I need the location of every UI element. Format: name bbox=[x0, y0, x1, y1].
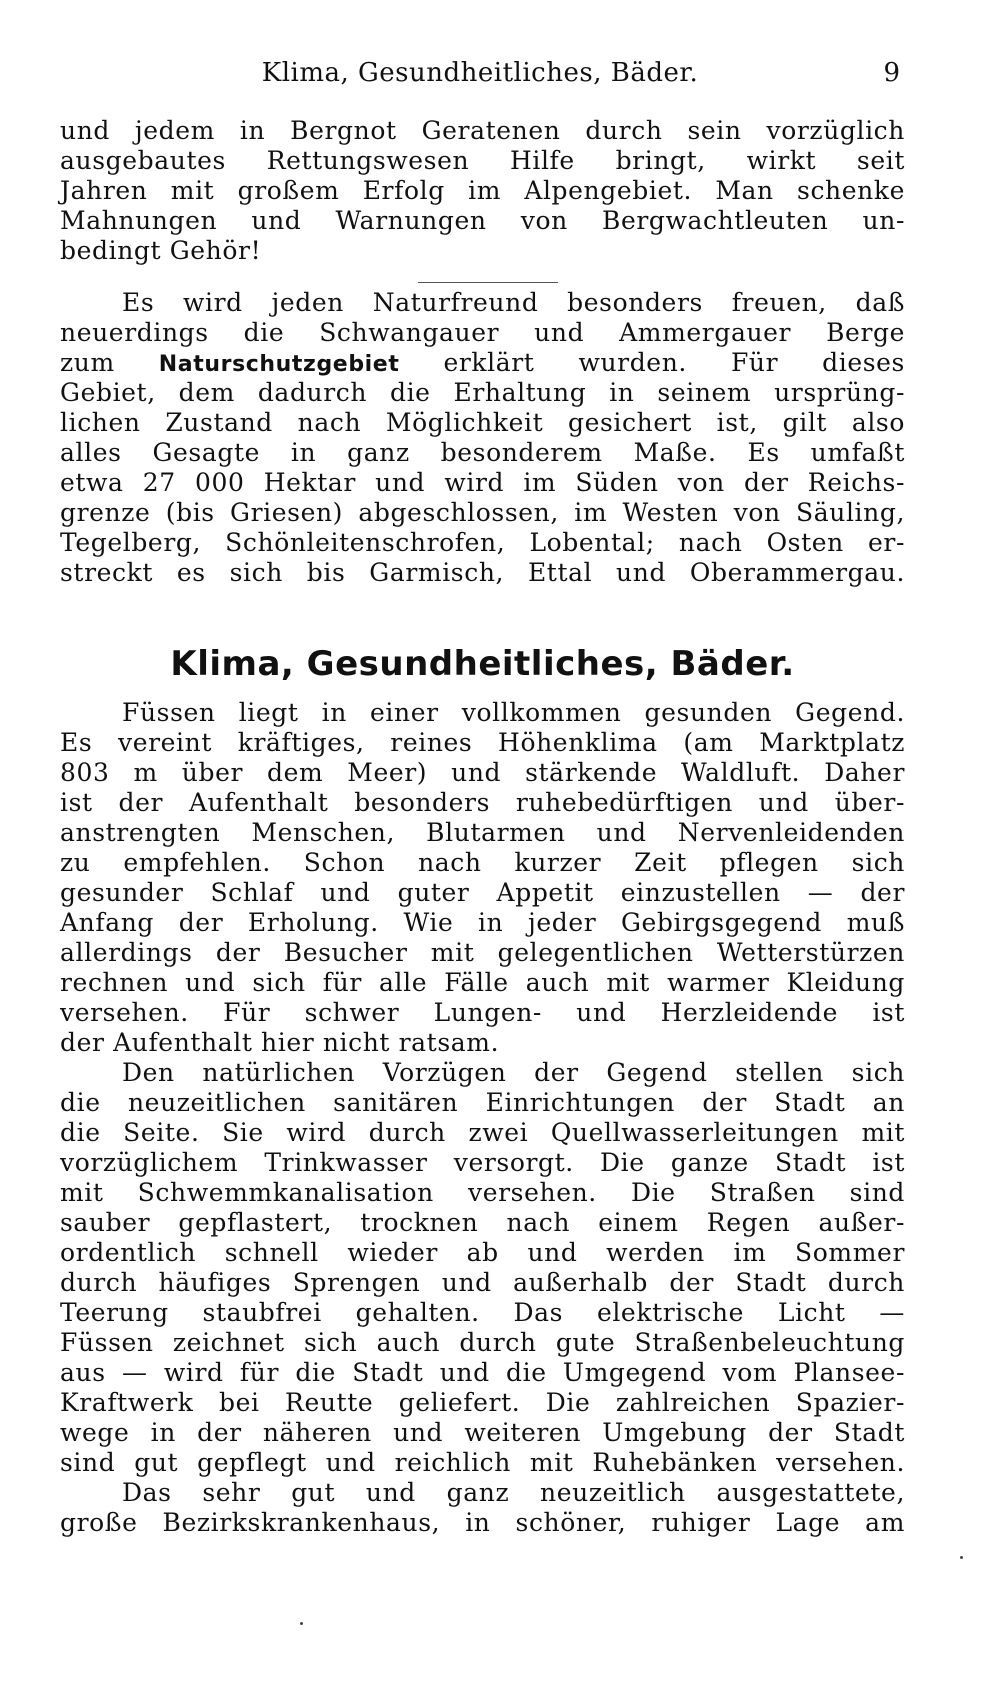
text-line: die neuzeitlichen sanitären Einrichtungen der Stadt an bbox=[60, 1088, 905, 1117]
paragraph-bergwacht bbox=[60, 116, 905, 266]
text-line: ordentlich schnell wieder ab und werden im Sommer bbox=[60, 1238, 905, 1267]
text-line: neuerdings die Schwangauer und Ammergauer Berge bbox=[60, 318, 905, 347]
text-line: Es wird jeden Naturfreund besonders freuen, daß bbox=[122, 288, 905, 317]
text-line: durch häufiges Sprengen und außerhalb der Stadt durch bbox=[60, 1268, 905, 1297]
text-line: alles Gesagte in ganz besonderem Maße. Es umfaßt bbox=[60, 438, 905, 467]
text-line: große Bezirkskrankenhaus, in schöner, ruhiger Lage am bbox=[60, 1508, 905, 1537]
text-line: rechnen und sich für alle Fälle auch mit warmer Kleidung bbox=[60, 968, 905, 997]
text-line: Kraftwerk bei Reutte geliefert. Die zahlreichen Spazier- bbox=[60, 1388, 905, 1417]
text-line: Mahnungen und Warnungen von Bergwachtleuten un- bbox=[60, 206, 905, 235]
text-line: aus — wird für die Stadt und die Umgegend vom Plansee- bbox=[60, 1358, 905, 1387]
text-line: versehen. Für schwer Lungen- und Herzleidende ist bbox=[60, 998, 905, 1027]
text-line: Tegelberg, Schönleitenschrofen, Lobental; nach Osten er- bbox=[60, 528, 905, 557]
text-line: ist der Aufenthalt besonders ruhebedürftigen und über- bbox=[60, 788, 905, 817]
section-heading: Klima, Gesundheitliches, Bäder. bbox=[170, 644, 795, 684]
paragraph-sanitaer bbox=[60, 1058, 905, 1478]
text-line: Füssen liegt in einer vollkommen gesunden Gegend. bbox=[122, 698, 905, 727]
text-line: anstrengten Menschen, Blutarmen und Nervenleidenden bbox=[60, 818, 905, 847]
text-line: Den natürlichen Vorzügen der Gegend stellen sich bbox=[122, 1058, 905, 1087]
text-line: lichen Zustand nach Möglichkeit gesichert ist, gilt also bbox=[60, 408, 905, 437]
text-line: sauber gepflastert, trocknen nach einem Regen außer- bbox=[60, 1208, 905, 1237]
text-line: sind gut gepflegt und reichlich mit Ruhebänken versehen. bbox=[60, 1448, 905, 1477]
text-line: mit Schwemmkanalisation versehen. Die Straßen sind bbox=[60, 1178, 905, 1207]
page-number: 9 bbox=[883, 58, 900, 88]
running-header bbox=[60, 58, 900, 94]
text-fragment: zum bbox=[60, 348, 115, 377]
emphasized-term: Naturschutzgebiet bbox=[158, 352, 400, 377]
text-line-with-emphasis bbox=[60, 348, 905, 378]
text-line: bedingt Gehör! bbox=[60, 236, 262, 265]
text-line: ausgebautes Rettungswesen Hilfe bringt, wirkt seit bbox=[60, 146, 905, 175]
text-line: gesunder Schlaf und guter Appetit einzustellen — der bbox=[60, 878, 905, 907]
separator-rule bbox=[418, 282, 558, 283]
text-fragment: erklärt wurden. Für dieses bbox=[443, 348, 905, 377]
text-line: Es vereint kräftiges, reines Höhenklima (am Marktplatz bbox=[60, 728, 905, 757]
text-line: etwa 27 000 Hektar und wird im Süden von der Reichs- bbox=[60, 468, 905, 497]
text-line: allerdings der Besucher mit gelegentlichen Wetterstürzen bbox=[60, 938, 905, 967]
paragraph-naturschutzgebiet bbox=[60, 288, 905, 588]
print-speck bbox=[300, 1622, 303, 1625]
text-line: streckt es sich bis Garmisch, Ettal und Oberammergau. bbox=[60, 558, 905, 587]
text-line: Jahren mit großem Erfolg im Alpengebiet. Man schenke bbox=[60, 176, 905, 205]
text-line: zu empfehlen. Schon nach kurzer Zeit pflegen sich bbox=[60, 848, 905, 877]
text-line: wege in der näheren und weiteren Umgebung der Stadt bbox=[60, 1418, 905, 1447]
text-line: Teerung staubfrei gehalten. Das elektrische Licht — bbox=[60, 1298, 905, 1327]
paragraph-klima bbox=[60, 698, 905, 1058]
running-title: Klima, Gesundheitliches, Bäder. bbox=[261, 58, 699, 88]
text-line: die Seite. Sie wird durch zwei Quellwasserleitungen mit bbox=[60, 1118, 905, 1147]
text-line: 803 m über dem Meer) und stärkende Waldluft. Daher bbox=[60, 758, 905, 787]
text-line: Anfang der Erholung. Wie in jeder Gebirgsgegend muß bbox=[60, 908, 905, 937]
text-line: Füssen zeichnet sich auch durch gute Straßenbeleuchtung bbox=[60, 1328, 905, 1357]
text-line: vorzüglichem Trinkwasser versorgt. Die ganze Stadt ist bbox=[60, 1148, 905, 1177]
print-speck bbox=[960, 1556, 963, 1559]
text-line: grenze (bis Griesen) abgeschlossen, im Westen von Säuling, bbox=[60, 498, 905, 527]
text-line: Gebiet, dem dadurch die Erhaltung in seinem ursprüng- bbox=[60, 378, 905, 407]
text-line: der Aufenthalt hier nicht ratsam. bbox=[60, 1028, 500, 1057]
paragraph-krankenhaus bbox=[60, 1478, 905, 1538]
text-line: und jedem in Bergnot Geratenen durch sein vorzüglich bbox=[60, 116, 905, 145]
text-line: Das sehr gut und ganz neuzeitlich ausgestattete, bbox=[122, 1478, 905, 1507]
